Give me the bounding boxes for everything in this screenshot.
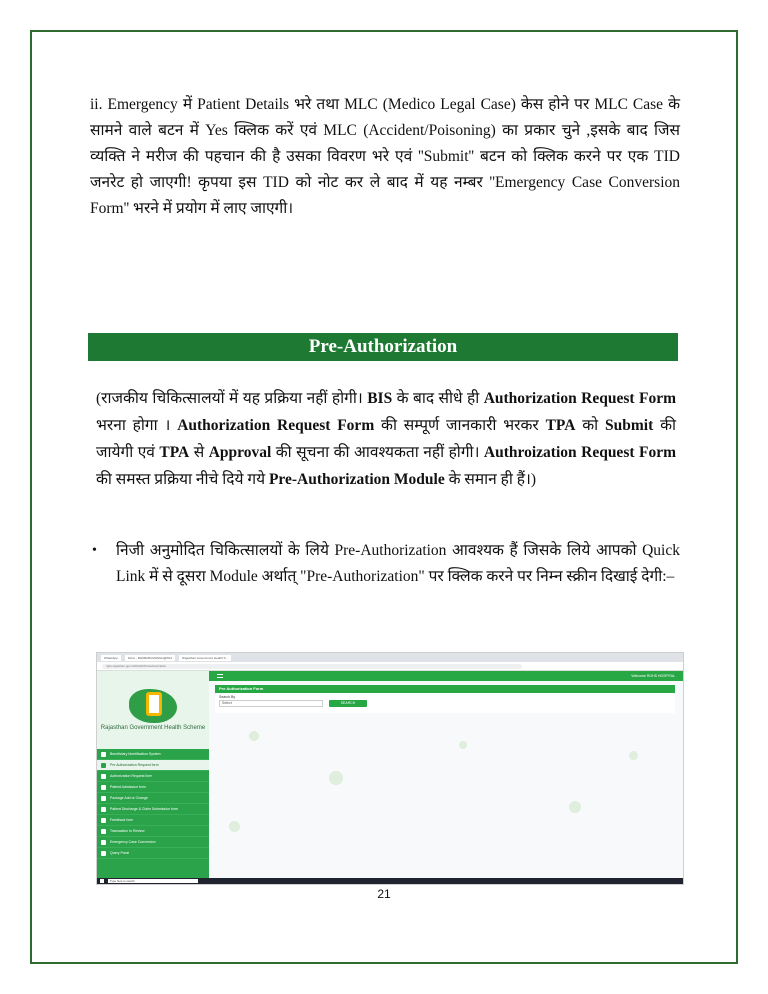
note-text: की समस्त प्रक्रिया नीचे दिये गये [96, 471, 269, 488]
form-title: Pre Authorization Form [215, 685, 675, 693]
note-bold: Authroization Request Form [483, 444, 676, 461]
paragraph-ii: ii. Emergency में Patient Details भरे तथा MLC (Medico Legal Case) केस होने पर MLC Case के सामने वाले बटन में Yes क्लिक करें एवं MLC (Accident/Poisoning) का प्रकार चुने ,इसके बाद जिस व्यक्ति ने मरीज की पहचान की है उसका विवरण भरे एवं ''Submit'' बटन को क्लिक करने पर एक TID जनरेट हो जाएगी! कृपया इस TID को नोट कर ले बाद में यह नम्बर ''Emergency Case Conversion Form'' भरने में प्रयोग में लाए जाएगी। [90, 96, 680, 217]
feedback-icon [101, 818, 106, 823]
note-text: के बाद सीधे ही [392, 390, 484, 407]
note-paragraph [96, 385, 676, 493]
search-row [215, 700, 675, 707]
sidebar-item-query-panel[interactable] [97, 848, 209, 859]
sidebar-item-label: Beneficiary Identification System [110, 752, 161, 756]
background-decoration [629, 751, 638, 760]
note-text: के समान ही हैं।) [444, 471, 537, 488]
note-bold: TPA [159, 444, 190, 461]
sidebar-item-label: Feedback form [110, 818, 134, 822]
bullet-text: निजी अनुमोदित चिकित्सालयों के लिये Pre-Authorization आवश्यक हैं जिसके लिये आपको Quick Link में से दूसरा Module अर्थात् "Pre-Authorization" पर क्लिक करने पर निम्न स्क्रीन दिखाई देगी:– [116, 542, 680, 585]
search-by-label: Search By [219, 695, 236, 699]
page-number: 21 [377, 887, 391, 901]
sidebar-item-pre-authorization[interactable] [97, 760, 209, 771]
ambulance-icon [101, 840, 106, 845]
background-decoration [249, 731, 259, 741]
logo-r-mark [146, 692, 162, 716]
sidebar-item-patient-admission[interactable] [97, 782, 209, 793]
note-bold: BIS [367, 390, 393, 407]
sidebar-item-label: Package Add or Change [110, 796, 148, 800]
sidebar-item-beneficiary-identification[interactable] [97, 749, 209, 760]
sidebar-item-label: Transaction In Review [110, 829, 145, 833]
package-icon [101, 796, 106, 801]
sidebar-item-label: Query Panel [110, 851, 130, 855]
discharge-icon [101, 807, 106, 812]
sidebar-item-label: Patient Discharge & Claim Submission form [110, 807, 178, 811]
embedded-screenshot [96, 652, 684, 885]
sidebar-item-label: Authorization Request form [110, 774, 153, 778]
note-bold: Authorization Request Form [483, 390, 676, 407]
sidebar-item-label: Patient Admission form [110, 785, 146, 789]
sidebar-item-transaction-review[interactable] [97, 826, 209, 837]
note-text: की सूचना की आवश्यकता नहीं होगी। [271, 444, 484, 461]
search-button[interactable]: SEARCH [329, 700, 367, 707]
taskbar-search[interactable]: Type here to search [108, 879, 198, 883]
note-text: की सम्पूर्ण जानकारी भरकर [374, 417, 546, 434]
sidebar-item-emergency-conversion[interactable] [97, 837, 209, 848]
note-text: भरना होगा । [96, 417, 178, 434]
section-heading [88, 333, 678, 361]
note-text: से [189, 444, 209, 461]
section-title: Pre-Authorization [308, 336, 458, 357]
main-content [209, 671, 683, 878]
browser-tab-strip [97, 653, 683, 662]
pre-authorization-form-card [215, 685, 675, 713]
note-bold: Submit [605, 417, 654, 434]
logo-area [97, 671, 209, 749]
note-bold: Approval [208, 444, 272, 461]
bullet-marker: • [92, 543, 97, 558]
bed-icon [101, 785, 106, 790]
form-icon [101, 763, 106, 768]
sidebar [97, 671, 209, 878]
note-bold: Pre-Authorization Module [268, 471, 445, 488]
windows-start-icon[interactable] [100, 879, 104, 883]
browser-address-bar [97, 662, 683, 671]
sidebar-item-authorization-request[interactable] [97, 771, 209, 782]
note-bold: Authorization Request Form [177, 417, 375, 434]
app-topbar [209, 671, 683, 681]
browser-tab[interactable]: Rajasthan Government Health S... [179, 655, 231, 661]
background-decoration [459, 741, 467, 749]
app-window [97, 671, 683, 878]
sidebar-item-label: Emergency Case Conversion [110, 840, 156, 844]
welcome-user[interactable]: Welcome RGHS HOSPITAL [631, 674, 675, 678]
note-text: की जायेगी एवं [96, 417, 677, 461]
note-bold: TPA [545, 417, 576, 434]
browser-tab[interactable]: WhatsApp [101, 655, 121, 661]
user-icon [101, 851, 106, 856]
windows-taskbar [97, 878, 683, 884]
sidebar-item-feedback[interactable] [97, 815, 209, 826]
background-decoration [569, 801, 581, 813]
logo-title: Rajasthan Government Health Scheme [100, 724, 206, 731]
note-text: को [575, 417, 606, 434]
id-card-icon [101, 752, 106, 757]
note-text: (राजकीय चिकित्सालयों में यह प्रक्रिया नहीं होगी। [96, 390, 368, 407]
url-field[interactable]: rghs.rajasthan.gov.in/RGHS/PreAuthorization [102, 664, 522, 669]
rajasthan-map-logo-icon [129, 689, 177, 723]
search-by-select[interactable]: Select [219, 700, 323, 707]
bullet-item [90, 538, 680, 590]
background-decoration [229, 821, 240, 832]
user-icon [101, 829, 106, 834]
sidebar-item-label: Pre Authorization Request form [110, 763, 159, 767]
document-icon [101, 774, 106, 779]
browser-tab[interactable]: Inbox - BHUBARVASINGH@RAJ [125, 655, 175, 661]
hamburger-menu-icon[interactable] [217, 674, 223, 678]
sidebar-item-package-change[interactable] [97, 793, 209, 804]
sidebar-item-discharge-claim[interactable] [97, 804, 209, 815]
background-decoration [329, 771, 343, 785]
